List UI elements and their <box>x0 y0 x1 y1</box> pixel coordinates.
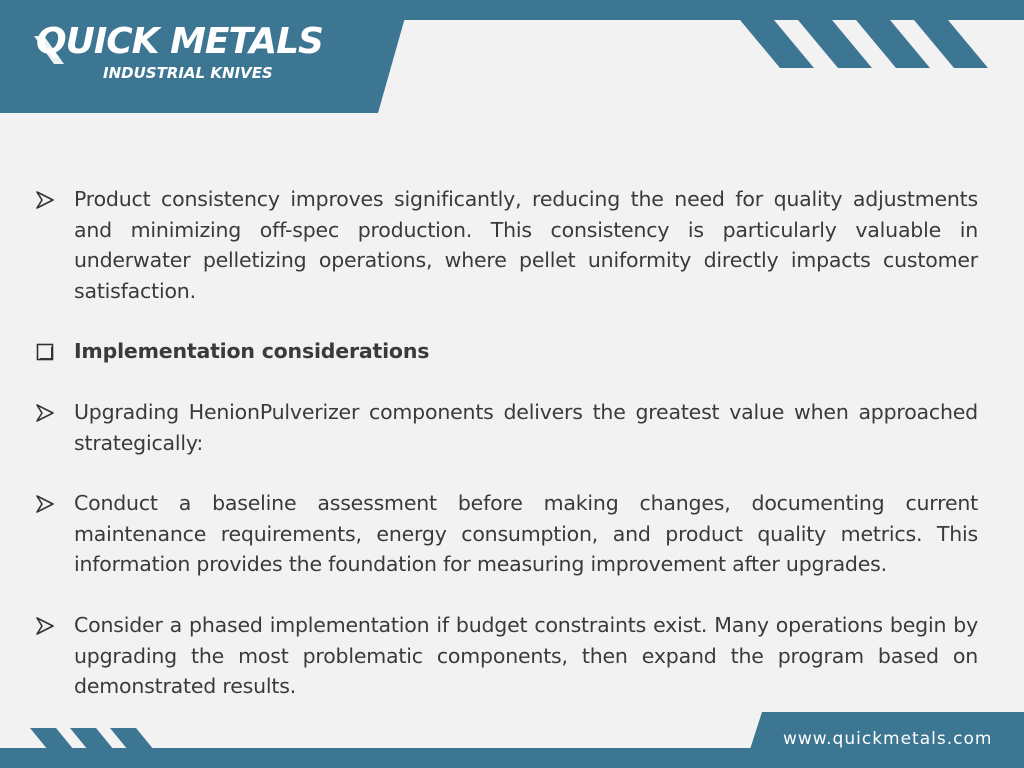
arrowhead-bullet-icon <box>36 617 54 635</box>
arrowhead-bullet-icon <box>36 191 54 209</box>
heading-text: Implementation considerations <box>74 339 430 364</box>
decorative-chevrons-top <box>740 20 1024 68</box>
logo-title: QUICK METALS <box>36 21 323 62</box>
bullet-text: Conduct a baseline assessment before making changes, documenting current maintenance requirements, energy consumption, and product quality metrics. This information provides the foundation for measuring improvement after upgrades. <box>74 491 978 577</box>
checkbox-bullet-icon <box>36 343 54 361</box>
arrowhead-bullet-icon <box>36 495 54 513</box>
bullet-item <box>32 397 978 458</box>
decorative-chevrons-bottom <box>30 728 170 750</box>
bullet-item <box>32 610 978 702</box>
bullet-item <box>32 488 978 580</box>
bullet-item <box>32 184 978 306</box>
website-url[interactable]: www.quickmetals.com <box>783 729 993 749</box>
arrowhead-bullet-icon <box>36 404 54 422</box>
bullet-text: Upgrading HenionPulverizer components delivers the greatest value when approached strategically: <box>74 399 978 455</box>
bullet-text: Product consistency improves significantly, reducing the need for quality adjustments and minimizing off-spec production. This consistency is particularly valuable in underwater pelletizing operations, where pellet uniformity directly impacts customer satisfaction. <box>74 187 978 303</box>
bullet-list <box>32 184 978 732</box>
bullet-text: Consider a phased implementation if budget constraints exist. Many operations begin by upgrading the most problematic components, then expand the program based on demonstrated results. <box>74 612 978 699</box>
logo-subtitle: INDUSTRIAL KNIVES <box>103 64 273 82</box>
section-heading <box>32 336 978 367</box>
